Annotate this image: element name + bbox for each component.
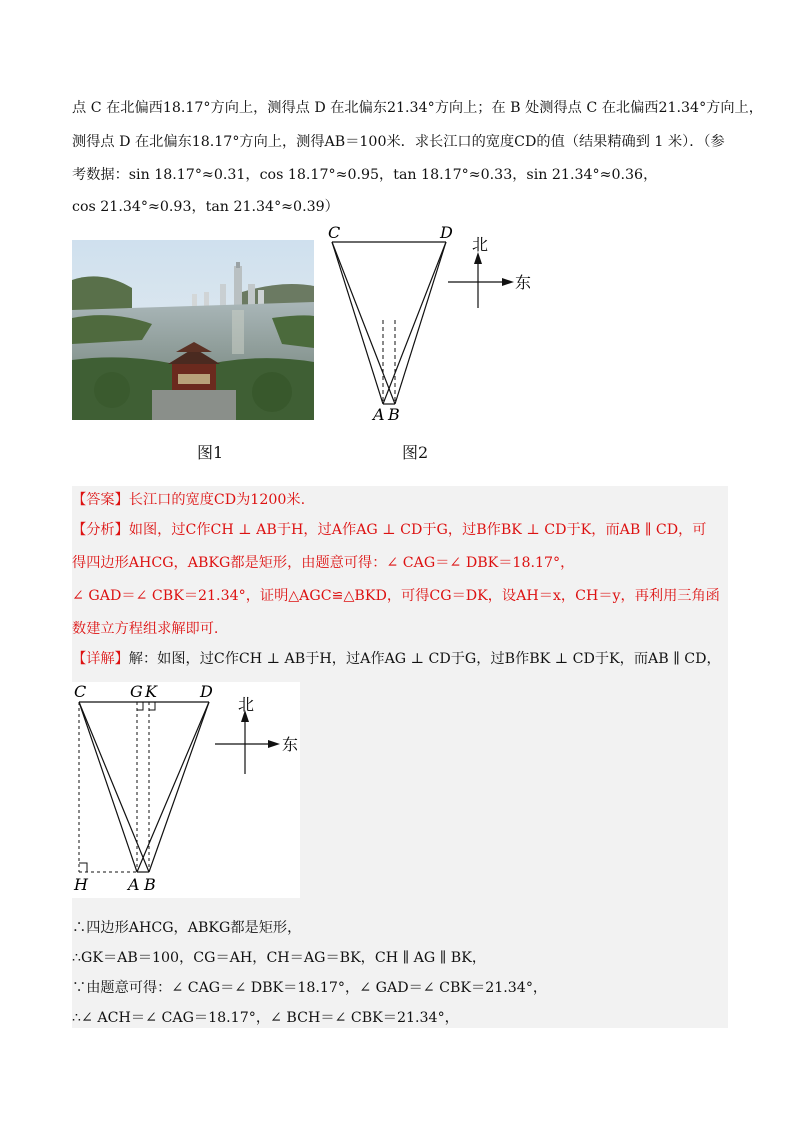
analysis-line-2: 得四边形AHCG，ABKG都是矩形，由题意可得：∠ CAG＝∠ DBK＝18.17°， [72,555,575,571]
sol-label-G: G [130,682,143,701]
label-A: A [373,405,385,424]
sol-north-label: 北 [238,695,255,714]
step-2: ∴GK＝AB＝100，CG＝AH，CH＝AG＝BK，CH ∥ AG ∥ BK， [72,950,487,966]
analysis-line-1 [72,522,707,538]
detail-line [72,651,721,667]
answer-tag: 【答案】 [72,492,129,508]
step-4: ∴∠ ACH＝∠ CAG＝18.17°，∠ BCH＝∠ CBK＝21.34°， [72,1010,459,1026]
label-C: C [328,223,341,242]
geometry-figure-2 [320,222,540,427]
east-label: 东 [515,273,532,292]
problem-line-1: 点 C 在北偏西18.17°方向上，测得点 D 在北偏东21.34°方向上；在 B 处测得点 C 在北偏西21.34°方向上， [72,100,763,116]
detail-tag: 【详解】 [72,651,129,667]
analysis-tag: 【分析】 [72,522,129,538]
sol-label-C: C [74,682,87,701]
detail-text: 解：如图，过C作CH ⊥ AB于H，过A作AG ⊥ CD于G，过B作BK ⊥ CD于K，而AB ∥ CD， [128,651,721,667]
step-3: ∵由题意可得：∠ CAG＝∠ DBK＝18.17°，∠ GAD＝∠ CBK＝21.34°， [72,980,548,996]
sol-east-label: 东 [282,735,299,754]
problem-line-4: cos 21.34°≈0.93，tan 21.34°≈0.39） [72,199,339,215]
sol-label-H: H [74,875,88,894]
problem-line-3: 考数据：sin 18.17°≈0.31，cos 18.17°≈0.95，tan 18.17°≈0.33，sin 21.34°≈0.36， [72,167,658,183]
label-D: D [440,223,453,242]
sol-label-A: A [128,875,140,894]
answer-line [72,492,305,508]
geometry-figure-solution [72,682,300,898]
label-B: B [388,405,400,424]
sol-label-K: K [145,682,157,701]
fig1-caption: 图1 [197,443,224,462]
north-label: 北 [472,235,489,254]
step-1: ∴四边形AHCG，ABKG都是矩形， [72,920,302,936]
analysis-line-4: 数建立方程组求解即可. [72,621,219,637]
problem-line-2: 测得点 D 在北偏东18.17°方向上，测得AB＝100米．求长江口的宽度CD的值（结果精确到 1 米）．（参 [72,134,725,150]
sol-label-B: B [144,875,156,894]
analysis-line-3: ∠ GAD＝∠ CBK＝21.34°，证明△AGC≌△BKD，可得CG＝DK，设AH＝x，CH＝y，再利用三角函 [72,588,720,604]
sol-label-D: D [200,682,213,701]
answer-text: 长江口的宽度CD为1200米. [128,492,306,508]
analysis-text-1: 如图，过C作CH ⊥ AB于H，过A作AG ⊥ CD于G，过B作BK ⊥ CD于K，而AB ∥ CD，可 [128,522,707,538]
river-photo [72,240,314,420]
fig2-caption: 图2 [402,443,429,462]
